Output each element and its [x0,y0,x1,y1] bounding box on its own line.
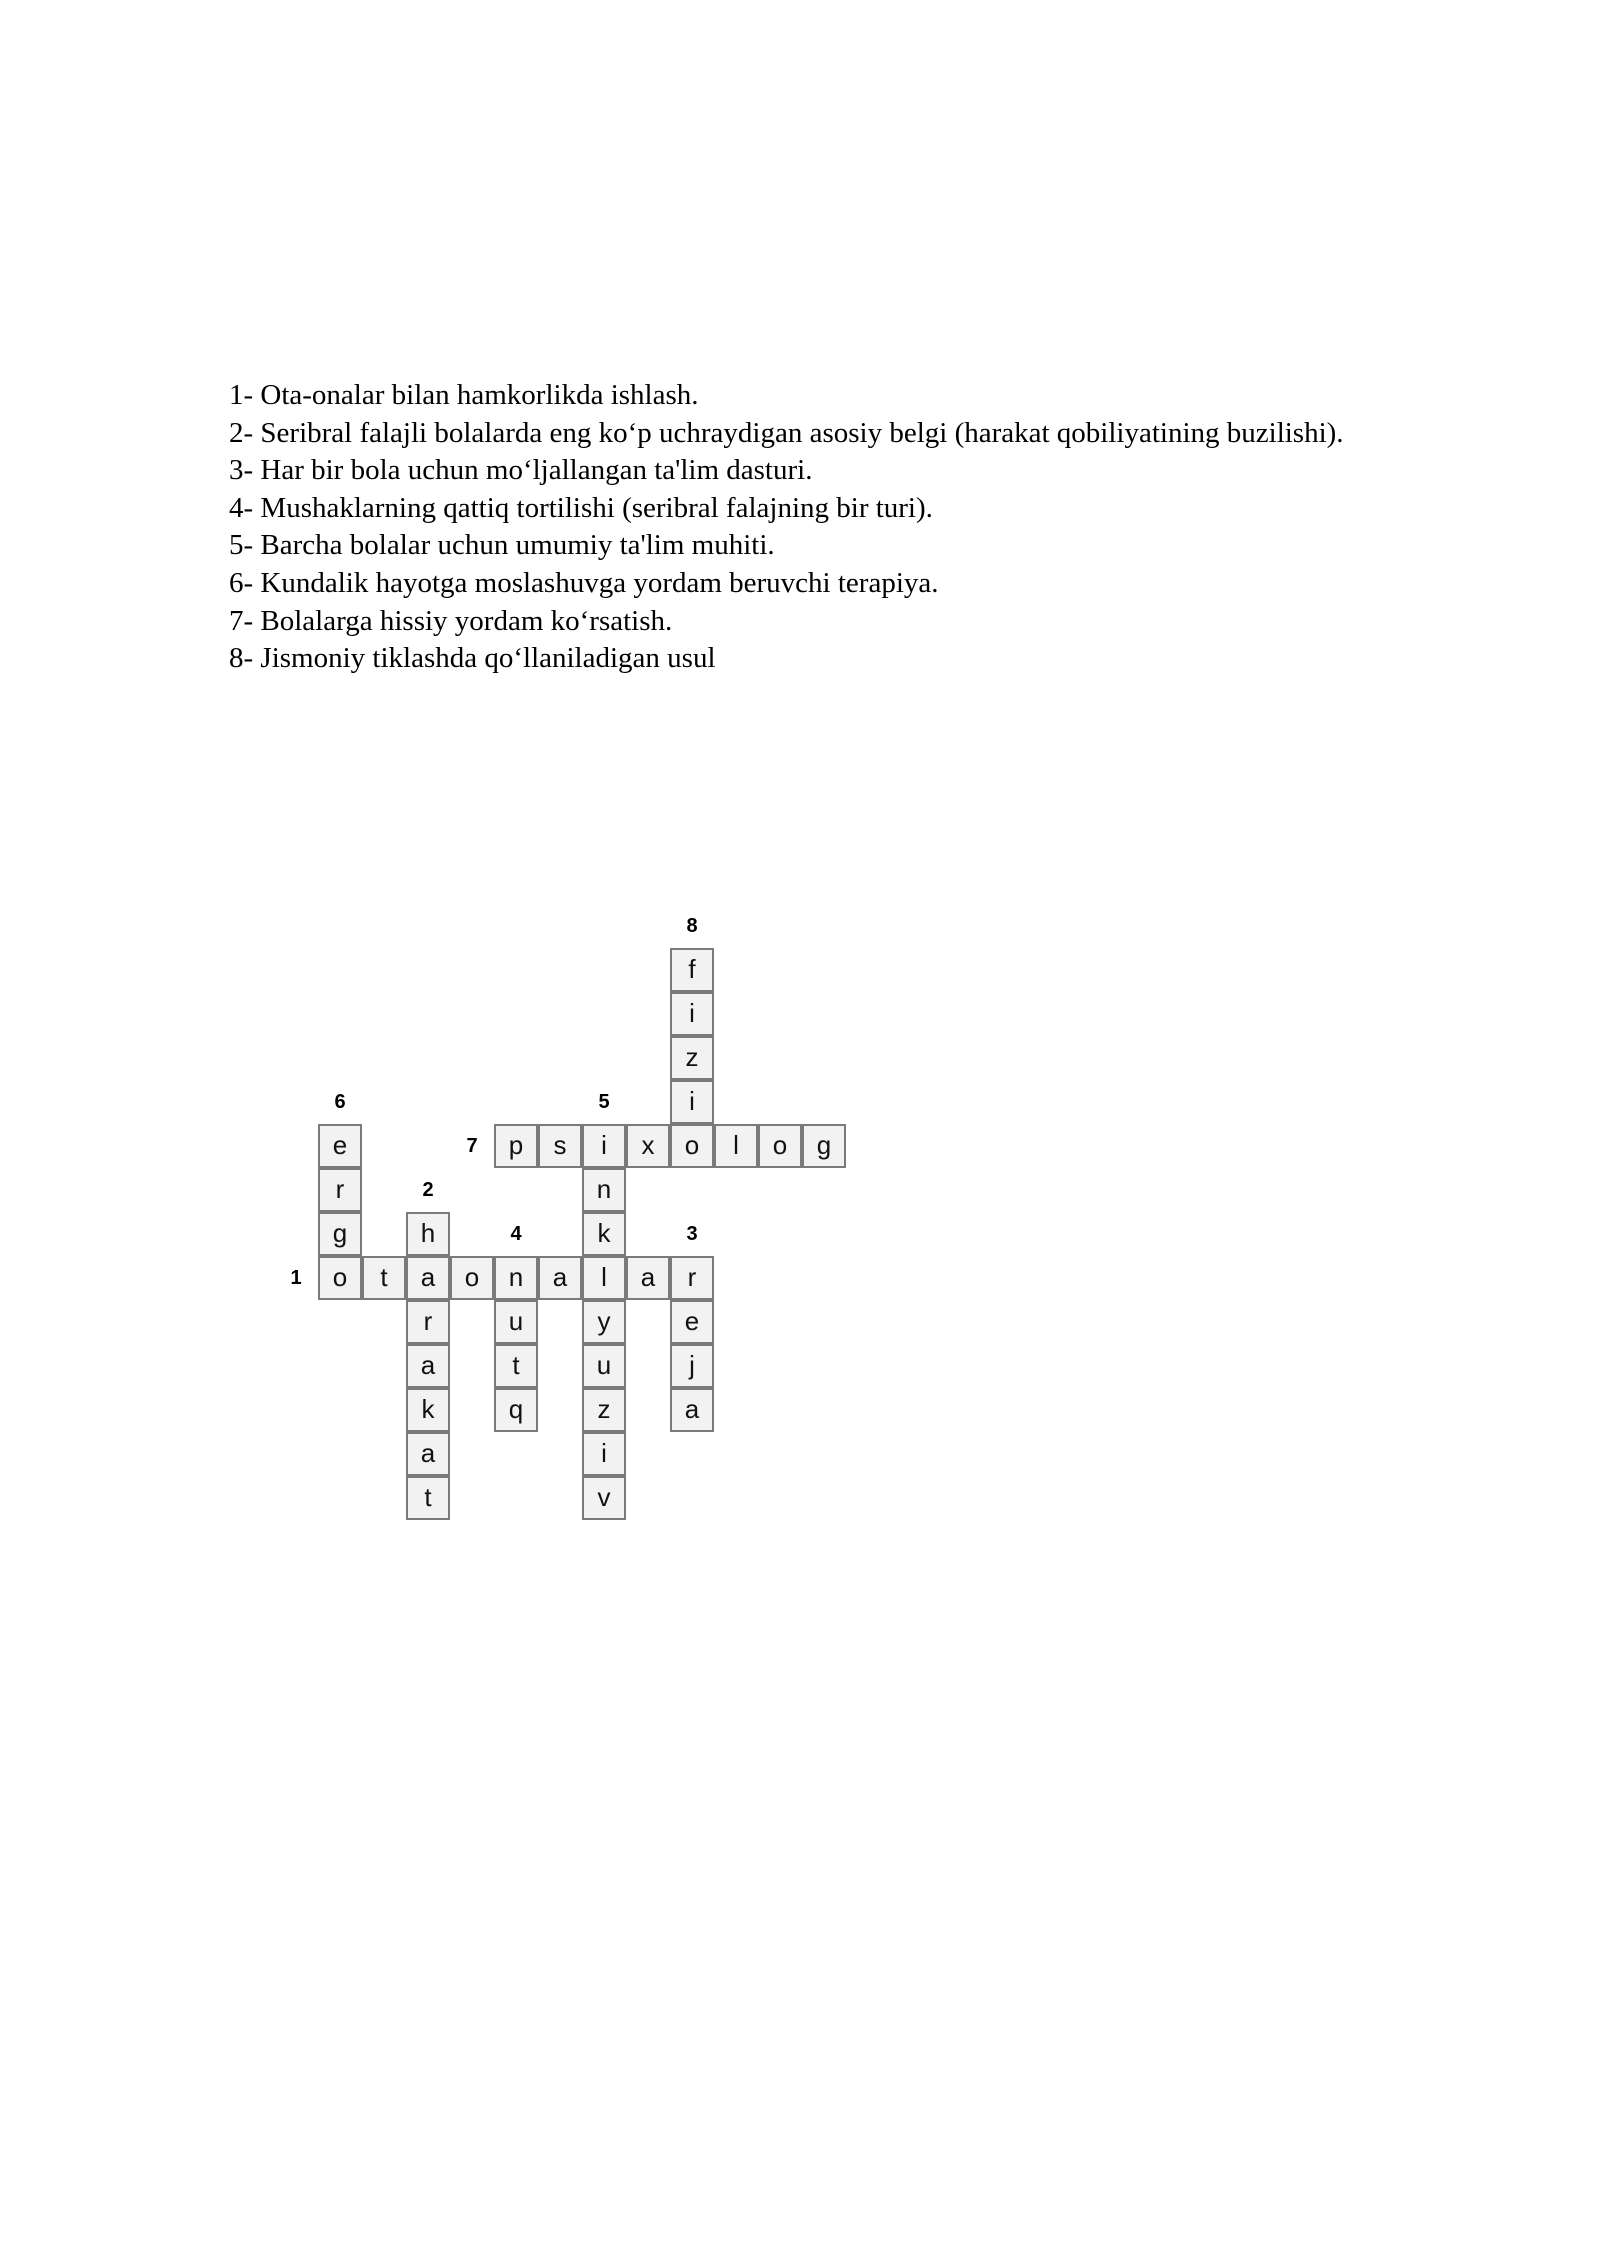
cell-letter: g [332,1218,348,1248]
cell-letter: u [596,1350,612,1380]
clue-item: 3- Har bir bola uchun mo‘ljallangan ta'lim dasturi. [229,454,813,487]
cell-letter: o [772,1130,788,1160]
clue-item: 8- Jismoniy tiklashda qo‘llaniladigan usul [229,642,716,675]
cell-letter: t [424,1482,432,1512]
cell-letter: a [640,1262,656,1292]
cell-letter: f [688,954,696,984]
clue-item: 4- Mushaklarning qattiq tortilishi (seribral falajning bir turi). [229,491,933,524]
cell-letter: o [464,1262,480,1292]
cell-letter: j [689,1350,695,1380]
cell-letter: o [332,1262,348,1292]
clue-item: 6- Kundalik hayotga moslashuvga yordam beruvchi terapiya. [229,566,939,599]
cell-letter: g [816,1130,832,1160]
clue-item: 5- Barcha bolalar uchun umumiy ta'lim muhiti. [229,529,775,562]
clue-number-label: 5 [598,1091,610,1113]
cell-letter: a [420,1262,436,1292]
cell-letter: a [420,1350,436,1380]
cell-letter: i [689,1086,695,1116]
cell-letter: i [689,998,695,1028]
cell-letter: h [420,1218,436,1248]
cell-letter: n [596,1174,612,1204]
cell-letter: t [380,1262,388,1292]
cell-letter: r [335,1174,345,1204]
cell-letter: r [423,1306,433,1336]
cell-letter: k [421,1394,435,1424]
clue-number-label: 7 [466,1135,478,1157]
cell-letter: e [332,1130,348,1160]
cell-letter: y [597,1306,611,1336]
cell-letter: i [601,1130,607,1160]
clue-item: 2- Seribral falajli bolalarda eng ko‘p uchraydigan asosiy belgi (harakat qobiliyatining buzilishi). [229,416,1344,449]
cell-letter: l [601,1262,607,1292]
clue-number-label: 1 [290,1267,302,1289]
cell-letter: u [508,1306,524,1336]
cell-letter: t [512,1350,520,1380]
clue-number-label: 6 [334,1091,346,1113]
cell-letter: i [601,1438,607,1468]
cell-letter: q [508,1394,524,1424]
cell-letter: x [641,1130,655,1160]
cell-letter: k [597,1218,611,1248]
cell-letter: l [733,1130,739,1160]
clue-number-label: 3 [686,1223,698,1245]
cell-letter: n [508,1262,524,1292]
cell-letter: p [508,1130,524,1160]
cell-letter: r [687,1262,697,1292]
cell-letter: v [597,1482,611,1512]
cell-letter: s [553,1130,567,1160]
clue-number-label: 2 [422,1179,434,1201]
cell-letter: e [684,1306,700,1336]
cell-letter: a [552,1262,568,1292]
cell-letter: z [685,1042,699,1072]
clue-number-label: 8 [686,915,698,937]
cell-letter: a [420,1438,436,1468]
clue-item: 7- Bolalarga hissiy yordam ko‘rsatish. [229,604,673,637]
clue-number-label: 4 [510,1223,522,1245]
cell-letter: a [684,1394,700,1424]
clue-item: 1- Ota-onalar bilan hamkorlikda ishlash. [229,379,699,411]
cell-letter: z [597,1394,611,1424]
cell-letter: o [684,1130,700,1160]
